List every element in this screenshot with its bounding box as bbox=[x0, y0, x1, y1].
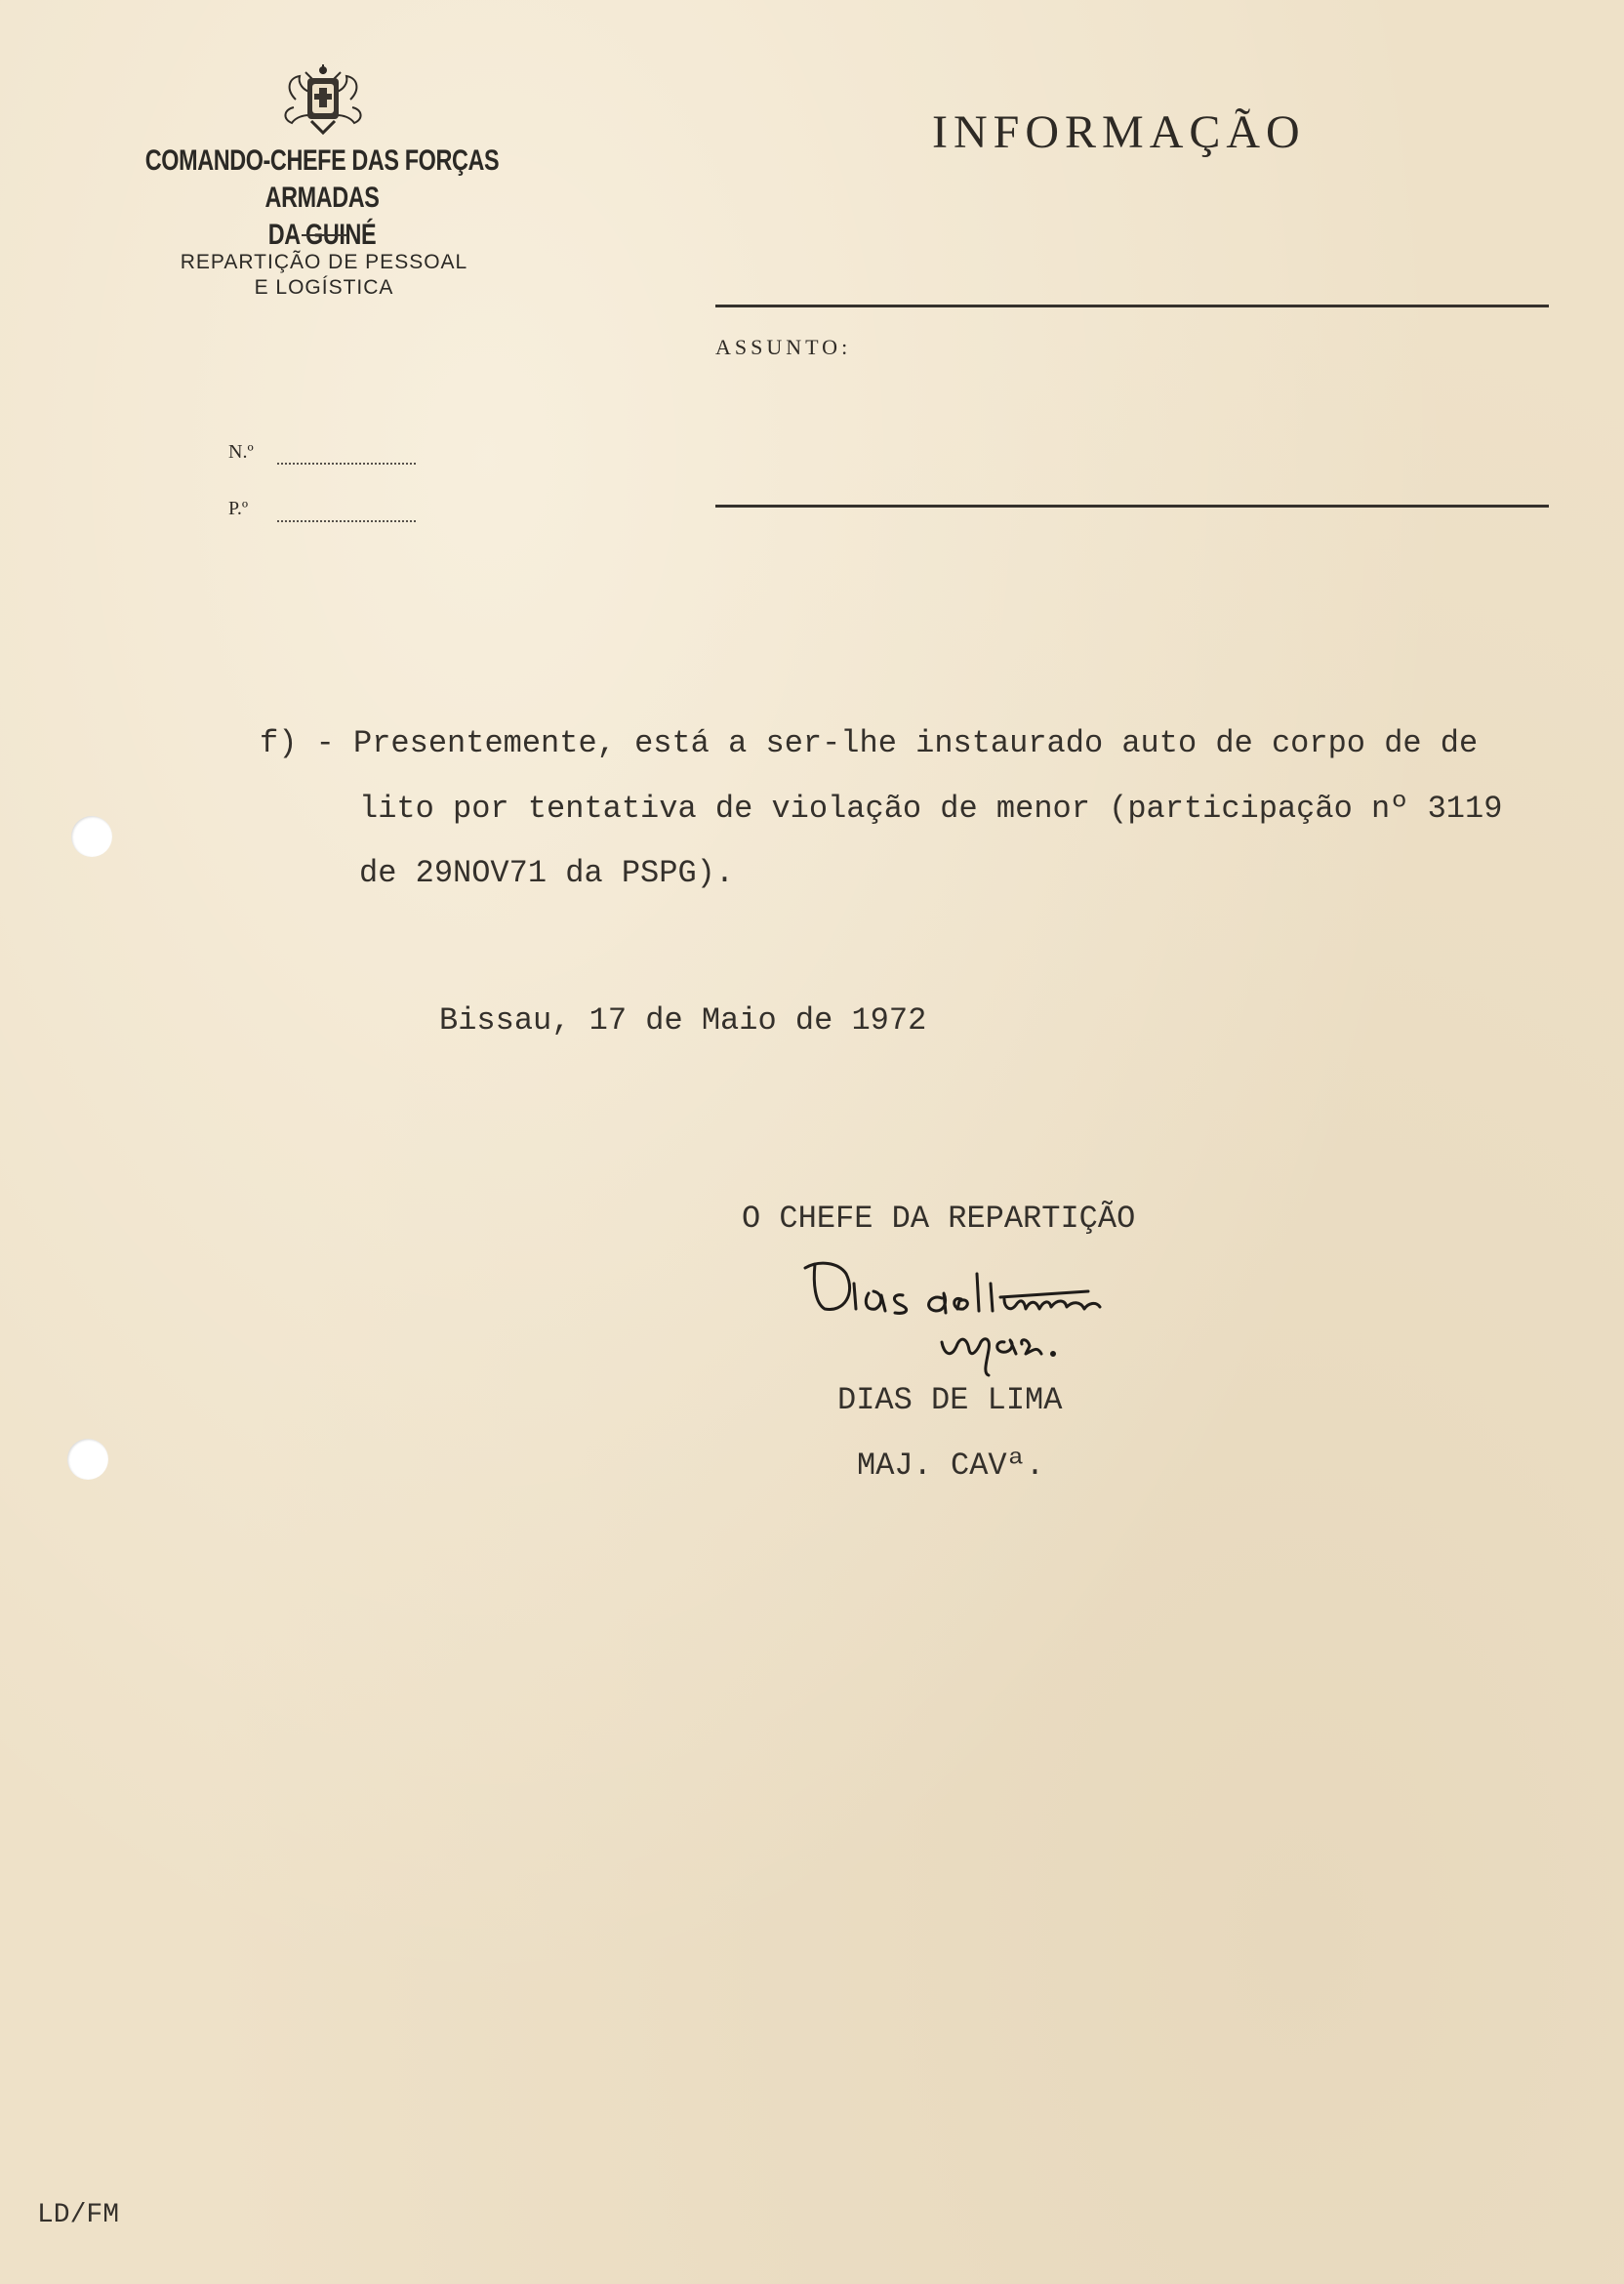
header-divider bbox=[302, 234, 346, 236]
number-field bbox=[277, 463, 416, 465]
department-line-2: E LOGÍSTICA bbox=[254, 276, 394, 299]
reference-initials: LD/FM bbox=[37, 2200, 120, 2230]
signatory-rank: MAJ. CAVª. bbox=[857, 1448, 1045, 1484]
number-label: N.º bbox=[228, 441, 254, 463]
process-field bbox=[277, 520, 416, 522]
process-label: P.º bbox=[228, 498, 249, 519]
coat-of-arms-icon bbox=[276, 61, 370, 139]
subject-label: ASSUNTO: bbox=[715, 335, 852, 359]
department-line-1: REPARTIÇÃO DE PESSOAL bbox=[180, 251, 468, 273]
organization-name bbox=[140, 143, 505, 254]
organization-line-2: DA GUINÉ bbox=[267, 219, 377, 251]
title-rule bbox=[715, 305, 1549, 307]
document-title: INFORMAÇÃO bbox=[932, 106, 1306, 158]
punch-hole bbox=[71, 816, 112, 857]
paragraph-line-3: de 29NOV71 da PSPG). bbox=[359, 855, 735, 891]
punch-hole bbox=[67, 1439, 108, 1480]
place-date: Bissau, 17 de Maio de 1972 bbox=[439, 1002, 927, 1039]
signatory-name: DIAS DE LIMA bbox=[837, 1382, 1063, 1418]
signatory-title: O CHEFE DA REPARTIÇÃO bbox=[742, 1201, 1136, 1237]
paragraph-line-2: lito por tentativa de violação de menor (participação nº 3119 bbox=[359, 791, 1503, 827]
department-name bbox=[127, 250, 521, 301]
paragraph-line-1: f) - Presentemente, está a ser-lhe instaurado auto de corpo de de bbox=[260, 725, 1479, 761]
handwritten-signature bbox=[795, 1244, 1186, 1381]
subject-rule bbox=[715, 505, 1549, 508]
organization-line-1: COMANDO-CHEFE DAS FORÇAS ARMADAS bbox=[144, 144, 500, 214]
